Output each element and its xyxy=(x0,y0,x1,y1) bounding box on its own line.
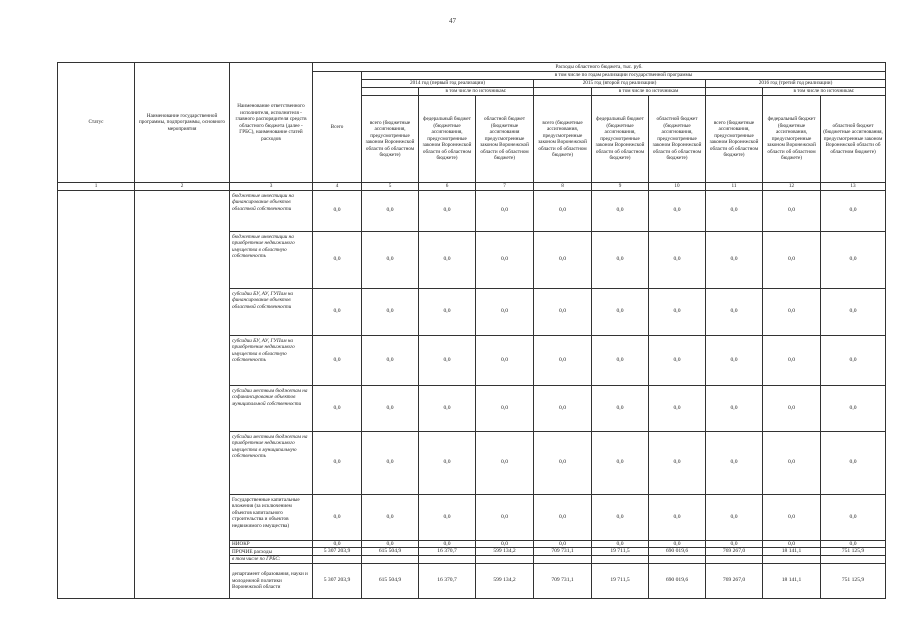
budget-table xyxy=(57,62,886,599)
value-cell: 0,0 xyxy=(313,231,362,288)
row-label: субсидии местным бюджетам на приобретение недвижимого имущества в муниципальную собственность xyxy=(230,431,313,494)
value-cell: 0,0 xyxy=(763,494,821,540)
row-label: субсидии местным бюджетам на софинансирование объектов муниципальной собственности xyxy=(230,385,313,431)
page-number: 47 xyxy=(449,17,456,25)
value-cell: 0,0 xyxy=(821,385,886,431)
value-cell: 0,0 xyxy=(534,431,592,494)
value-cell: 0,0 xyxy=(763,385,821,431)
value-cell: 0,0 xyxy=(649,335,706,385)
value-cell: 5 307 203,9 xyxy=(313,548,362,556)
header-sub-regional-2014: областной бюджет (бюджетные ассигнования предусмотренные законом Воронежской области об областном бюджете) xyxy=(476,96,534,183)
value-cell xyxy=(476,556,534,564)
value-cell: 0,0 xyxy=(419,288,476,335)
value-cell: 0,0 xyxy=(313,494,362,540)
value-cell: 0,0 xyxy=(592,494,649,540)
value-cell: 0,0 xyxy=(313,431,362,494)
header-sub-total-2014: всего (бюджетные ассигнования, предусмотренные законом Воронежской области об областном бюджете) xyxy=(362,96,419,183)
value-cell: 0,0 xyxy=(592,385,649,431)
row-label: бюджетные инвестиции на приобретение недвижимого имущества в областную собственность xyxy=(230,231,313,288)
value-cell: 0,0 xyxy=(706,540,763,548)
value-cell: 709 731,1 xyxy=(534,548,592,556)
blank-cell xyxy=(362,88,419,96)
value-cell: 0,0 xyxy=(706,231,763,288)
header-year-2016: 2016 год (третий год реализации) xyxy=(706,80,886,88)
value-cell: 0,0 xyxy=(362,385,419,431)
value-cell: 19 711,5 xyxy=(592,548,649,556)
value-cell xyxy=(821,556,886,564)
value-cell: 16 370,7 xyxy=(419,563,476,598)
value-cell: 0,0 xyxy=(362,335,419,385)
value-cell xyxy=(419,556,476,564)
status-cell xyxy=(58,190,135,598)
header-sources-2014: в том числе по источникам: xyxy=(419,88,534,96)
value-cell: 0,0 xyxy=(534,335,592,385)
header-sub-federal-2016: федеральный бюджет (бюджетные ассигнования, предусмотренные законом Воронежской области об областном бюджете) xyxy=(763,96,821,183)
header-total: Всего xyxy=(313,72,362,183)
value-cell: 0,0 xyxy=(706,288,763,335)
value-cell: 0,0 xyxy=(649,190,706,231)
value-cell: 0,0 xyxy=(706,335,763,385)
value-cell: 0,0 xyxy=(592,540,649,548)
value-cell: 0,0 xyxy=(706,431,763,494)
value-cell: 0,0 xyxy=(476,190,534,231)
value-cell: 751 125,9 xyxy=(821,548,886,556)
column-number: 4 xyxy=(313,183,362,191)
value-cell: 0,0 xyxy=(706,494,763,540)
column-number: 1 xyxy=(58,183,135,191)
value-cell: 0,0 xyxy=(763,431,821,494)
value-cell: 615 504,9 xyxy=(362,548,419,556)
blank-cell xyxy=(706,88,763,96)
header-sub-regional-2015: областной бюджет (бюджетные ассигнования, предусмотренные законом Воронежской области об областном бюджете) xyxy=(649,96,706,183)
value-cell xyxy=(592,556,649,564)
value-cell: 0,0 xyxy=(476,231,534,288)
column-number: 5 xyxy=(362,183,419,191)
value-cell: 0,0 xyxy=(534,190,592,231)
value-cell: 751 125,9 xyxy=(821,563,886,598)
column-number: 6 xyxy=(419,183,476,191)
value-cell: 0,0 xyxy=(419,335,476,385)
value-cell: 0,0 xyxy=(476,288,534,335)
value-cell: 0,0 xyxy=(419,231,476,288)
value-cell: 0,0 xyxy=(534,385,592,431)
value-cell xyxy=(313,556,362,564)
value-cell: 0,0 xyxy=(534,231,592,288)
value-cell: 0,0 xyxy=(763,540,821,548)
value-cell: 690 019,6 xyxy=(649,548,706,556)
header-sub-total-2016: всего (бюджетные ассигнования, предусмотренные законом Воронежской области об областном бюджете) xyxy=(706,96,763,183)
value-cell: 0,0 xyxy=(763,190,821,231)
column-number: 2 xyxy=(135,183,230,191)
value-cell: 0,0 xyxy=(476,335,534,385)
value-cell: 0,0 xyxy=(763,335,821,385)
value-cell: 16 370,7 xyxy=(419,548,476,556)
column-number: 12 xyxy=(763,183,821,191)
header-year-2014: 2014 год (первый год реализации) xyxy=(362,80,534,88)
value-cell: 0,0 xyxy=(362,288,419,335)
value-cell: 0,0 xyxy=(649,288,706,335)
value-cell: 0,0 xyxy=(419,431,476,494)
value-cell: 0,0 xyxy=(476,431,534,494)
value-cell: 19 711,5 xyxy=(592,563,649,598)
value-cell: 0,0 xyxy=(821,335,886,385)
row-label: субсидии БУ, АУ, ГУПам на финансирование объектов областной собственности xyxy=(230,288,313,335)
row-label: департамент образования, науки и молодежной политики Воронежской области xyxy=(230,563,313,598)
header-sub-federal-2014: федеральный бюджет (бюджетные ассигнования, предусмотренные законом Воронежской области об областном бюджете) xyxy=(419,96,476,183)
value-cell: 0,0 xyxy=(649,385,706,431)
value-cell: 5 307 203,9 xyxy=(313,563,362,598)
column-number: 10 xyxy=(649,183,706,191)
value-cell: 18 141,1 xyxy=(763,548,821,556)
value-cell: 599 134,2 xyxy=(476,548,534,556)
value-cell: 0,0 xyxy=(476,385,534,431)
header-sub-federal-2015: федеральный бюджет (бюджетные ассигнования, предусмотренные законом Воронежской области об областном бюджете) xyxy=(592,96,649,183)
value-cell xyxy=(706,556,763,564)
value-cell xyxy=(763,556,821,564)
row-label: НИОКР xyxy=(230,540,313,548)
value-cell: 690 019,6 xyxy=(649,563,706,598)
value-cell: 599 134,2 xyxy=(476,563,534,598)
value-cell: 0,0 xyxy=(592,231,649,288)
value-cell: 0,0 xyxy=(362,540,419,548)
value-cell: 0,0 xyxy=(362,494,419,540)
value-cell: 0,0 xyxy=(706,385,763,431)
value-cell: 0,0 xyxy=(592,288,649,335)
header-sub-total-2015: всего (бюджетные ассигнования, предусмотренные законом Воронежской области об областном бюджете) xyxy=(534,96,592,183)
row-label: Государственные капитальные вложения (за исключением объектов капитального строительства и объектов недвижимого имущества) xyxy=(230,494,313,540)
column-number: 3 xyxy=(230,183,313,191)
value-cell: 0,0 xyxy=(649,540,706,548)
value-cell: 769 267,0 xyxy=(706,563,763,598)
value-cell: 0,0 xyxy=(821,431,886,494)
value-cell: 0,0 xyxy=(362,231,419,288)
value-cell: 0,0 xyxy=(649,231,706,288)
row-label: в том числе по ГРБС: xyxy=(230,556,313,564)
value-cell: 0,0 xyxy=(649,494,706,540)
column-number: 7 xyxy=(476,183,534,191)
value-cell xyxy=(649,556,706,564)
header-sub-regional-2016: областной бюджет (бюджетные ассигнования, предусмотренные законом Воронежской области об областном бюджете) xyxy=(821,96,886,183)
value-cell: 0,0 xyxy=(821,190,886,231)
value-cell: 0,0 xyxy=(419,190,476,231)
row-label: бюджетные инвестиции на финансирование объектов областной собственности xyxy=(230,190,313,231)
row-label: ПРОЧИЕ расходы xyxy=(230,548,313,556)
header-status: Статус xyxy=(58,63,135,183)
header-year-2015: 2015 год (второй год реализации) xyxy=(534,80,706,88)
value-cell: 709 731,1 xyxy=(534,563,592,598)
table-row xyxy=(58,190,886,231)
value-cell: 0,0 xyxy=(419,385,476,431)
value-cell: 0,0 xyxy=(534,540,592,548)
column-number: 13 xyxy=(821,183,886,191)
value-cell xyxy=(534,556,592,564)
value-cell: 769 267,0 xyxy=(706,548,763,556)
header-program-name: Наименование государственной программы, подпрограммы, основного мероприятия xyxy=(135,63,230,183)
value-cell: 0,0 xyxy=(419,540,476,548)
value-cell: 0,0 xyxy=(592,190,649,231)
blank-cell xyxy=(534,88,592,96)
program-cell xyxy=(135,190,230,598)
value-cell: 0,0 xyxy=(763,231,821,288)
header-sources-2015: в том числе по источникам xyxy=(592,88,706,96)
value-cell: 0,0 xyxy=(592,335,649,385)
value-cell: 0,0 xyxy=(821,288,886,335)
value-cell: 0,0 xyxy=(313,335,362,385)
value-cell: 0,0 xyxy=(313,190,362,231)
value-cell: 0,0 xyxy=(649,431,706,494)
value-cell xyxy=(362,556,419,564)
value-cell: 0,0 xyxy=(763,288,821,335)
value-cell: 0,0 xyxy=(592,431,649,494)
header-by-years: в том числе по годам реализации государственной программы xyxy=(362,72,886,80)
row-label: субсидии БУ, АУ, ГУПам на приобретение недвижимого имущества в областную собственность xyxy=(230,335,313,385)
value-cell: 0,0 xyxy=(313,540,362,548)
header-sources-2016: в том числе по источникам: xyxy=(763,88,886,96)
column-number: 11 xyxy=(706,183,763,191)
value-cell: 0,0 xyxy=(821,540,886,548)
value-cell: 0,0 xyxy=(362,431,419,494)
value-cell: 0,0 xyxy=(362,190,419,231)
value-cell: 0,0 xyxy=(706,190,763,231)
value-cell: 0,0 xyxy=(821,494,886,540)
value-cell: 0,0 xyxy=(419,494,476,540)
value-cell: 0,0 xyxy=(476,540,534,548)
value-cell: 615 504,9 xyxy=(362,563,419,598)
column-number: 9 xyxy=(592,183,649,191)
value-cell: 0,0 xyxy=(534,288,592,335)
value-cell: 18 141,1 xyxy=(763,563,821,598)
value-cell: 0,0 xyxy=(313,385,362,431)
value-cell: 0,0 xyxy=(313,288,362,335)
column-number: 8 xyxy=(534,183,592,191)
value-cell: 0,0 xyxy=(534,494,592,540)
header-responsible: Наименование ответственного исполнителя, исполнителя - главного распорядителя средств областного бюджета (далее - ГРБС), наименование статей расходов xyxy=(230,63,313,183)
value-cell: 0,0 xyxy=(821,231,886,288)
value-cell: 0,0 xyxy=(476,494,534,540)
header-expenses-title: Расходы областного бюджета, тыс. руб. xyxy=(313,63,886,72)
